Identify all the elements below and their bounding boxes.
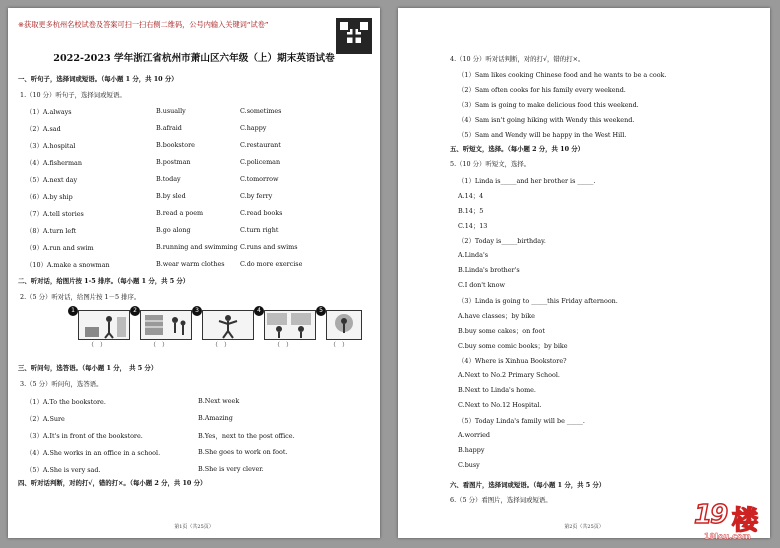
qr-code-icon [336, 18, 372, 54]
picture-5 [326, 310, 362, 340]
option-text: （3）Linda is going to _____this Friday afternoon. [458, 297, 618, 305]
option-text: A.have classes；by bike [458, 312, 535, 320]
option-text: C.do more exercise [240, 260, 303, 268]
option-text: C.restaurant [240, 141, 281, 149]
site-watermark-logo: 19 楼 19lou.com [694, 500, 759, 541]
option-text: B.Yes，next to the post office. [198, 432, 295, 440]
option-text: （1）Linda is_____and her brother is _____. [458, 177, 596, 185]
picture-2 [140, 310, 192, 340]
option-text: B.Linda's brother's [458, 266, 520, 274]
option-text: B.happy [458, 446, 485, 454]
option-text: （5）A.next day [26, 176, 78, 184]
option-text: （5）Today Linda's family will be _____. [458, 417, 585, 425]
question-3: 3.（5 分）听问句，选答语。 [20, 380, 103, 388]
option-text: B.by sled [156, 192, 186, 200]
option-text: B.buy some cakes；on foot [458, 327, 545, 335]
answer-blank: （ ） [212, 342, 231, 349]
option-text: C.I don't know [458, 281, 505, 289]
option-text: （7）A.tell stories [26, 210, 84, 218]
option-text: C.buy some comic books；by bike [458, 342, 568, 350]
option-text: A.worried [458, 431, 490, 439]
option-text: B.bookstore [156, 141, 195, 149]
answer-blank: （ ） [150, 342, 169, 349]
page-footer: 第2页（共25页） [564, 524, 604, 530]
option-text: B.go along [156, 226, 191, 234]
question-4: 4.（10 分）听对话判断，对的打√，错的打×。 [450, 55, 585, 63]
section-4-heading: 四、听对话判断，对的打√，错的打×。（每小题 2 分，共 10 分） [18, 479, 207, 487]
option-text: （6）A.by ship [26, 193, 73, 201]
picture-4 [264, 310, 316, 340]
option-text: C.read books [240, 209, 283, 217]
option-text: B.wear warm clothes [156, 260, 225, 268]
promo-banner: ※获取更多杭州名校试卷及答案可扫一扫右侧二维码，公号内输入关键词“试卷” [18, 20, 269, 29]
option-text: （3）A.hospital [26, 142, 76, 150]
statement-item: （5）Sam and Wendy will be happy in the West Hill. [458, 131, 627, 139]
picture-sequence [68, 306, 368, 349]
section-1-heading: 一、听句子，选择词或短语。（每小题 1 分，共 10 分） [18, 75, 178, 83]
option-text: C.tomorrow [240, 175, 279, 183]
question-5: 5.（10 分）听短文，选择。 [450, 160, 531, 168]
option-text: B.She is very clever. [198, 465, 264, 473]
option-text: B.She goes to work on foot. [198, 448, 288, 456]
statement-item: （4）Sam isn't going hiking with Wendy this weekend. [458, 116, 635, 124]
option-text: （4）A.fisherman [26, 159, 82, 167]
exam-title: 2022-2023 学年浙江省杭州市萧山区六年级（上）期末英语试卷 [53, 53, 335, 64]
section-5-heading: 五、听短文，选择。（每小题 2 分，共 10 分） [450, 145, 585, 153]
option-text: （9）A.run and swim [26, 244, 94, 252]
number-circle: 2 [130, 306, 140, 316]
number-circle: 1 [68, 306, 78, 316]
option-text: （10）A.make a snowman [26, 261, 110, 269]
option-text: A.Next to No.2 Primary School. [458, 371, 560, 379]
section-2-heading: 二、听对话，给图片按 1-5 排序。（每小题 1 分，共 5 分） [18, 277, 190, 285]
option-text: （3）A.It's in front of the bookstore. [26, 432, 143, 440]
number-circle: 4 [254, 306, 264, 316]
exam-page-2 [398, 8, 770, 538]
option-text: （2）Today is_____birthday. [458, 237, 546, 245]
option-text: （4）A.She works in an office in a school. [26, 449, 161, 457]
option-text: C.by ferry [240, 192, 273, 200]
option-text: B.Amazing [198, 414, 233, 422]
answer-blank: （ ） [274, 342, 293, 349]
option-text: C.happy [240, 124, 267, 132]
page-footer: 第1页（共25页） [174, 524, 214, 530]
option-text: C.runs and swims [240, 243, 298, 251]
section-6-heading: 六、看图片，选择词或短语。（每小题 1 分，共 5 分） [450, 481, 606, 489]
option-text: B.running and swimming [156, 243, 238, 251]
statement-item: （3）Sam is going to make delicious food this weekend. [458, 101, 639, 109]
question-6: 6.（5 分）看图片，选择词或短语。 [450, 496, 552, 504]
statement-item: （1）Sam likes cooking Chinese food and he wants to be a cook. [458, 71, 667, 79]
option-text: B.afraid [156, 124, 182, 132]
option-text: C.busy [458, 461, 480, 469]
option-text: B.14；5 [458, 207, 484, 215]
option-text: C.Next to No.12 Hospital. [458, 401, 542, 409]
exam-page-1 [8, 8, 380, 538]
option-text: B.read a poem [156, 209, 204, 217]
answer-blank: （ ） [330, 342, 349, 349]
question-2: 2.（5 分）听对话，给图片按 1－5 排序。 [20, 293, 141, 301]
option-text: （8）A.turn left [26, 227, 77, 235]
option-text: B.Next to Linda's home. [458, 386, 536, 394]
number-circle: 3 [192, 306, 202, 316]
option-text: （2）A.sad [26, 125, 61, 133]
number-circle: 5 [316, 306, 326, 316]
option-text: C.turn right [240, 226, 279, 234]
picture-3 [202, 310, 254, 340]
option-text: A.Linda's [458, 251, 488, 259]
answer-blank: （ ） [88, 342, 107, 349]
section-3-heading: 三、听问句，选答语。（每小题 1 分， 共 5 分） [18, 364, 158, 372]
option-text: B.postman [156, 158, 191, 166]
option-text: C.policeman [240, 158, 281, 166]
option-text: （5）A.She is very sad. [26, 466, 101, 474]
option-text: （1）A.To the bookstore. [26, 398, 106, 406]
question-1: 1.（10 分）听句子，选择词或短语。 [20, 91, 126, 99]
option-text: B.usually [156, 107, 186, 115]
option-text: A.14；4 [458, 192, 484, 200]
option-text: B.Next week [198, 397, 240, 405]
option-text: C.14；13 [458, 222, 488, 230]
statement-item: （2）Sam often cooks for his family every weekend. [458, 86, 626, 94]
option-text: （1）A.always [26, 108, 72, 116]
option-text: C.sometimes [240, 107, 282, 115]
option-text: （4）Where is Xinhua Bookstore? [458, 357, 567, 365]
option-text: B.today [156, 175, 181, 183]
option-text: （2）A.Sure [26, 415, 65, 423]
picture-1 [78, 310, 130, 340]
